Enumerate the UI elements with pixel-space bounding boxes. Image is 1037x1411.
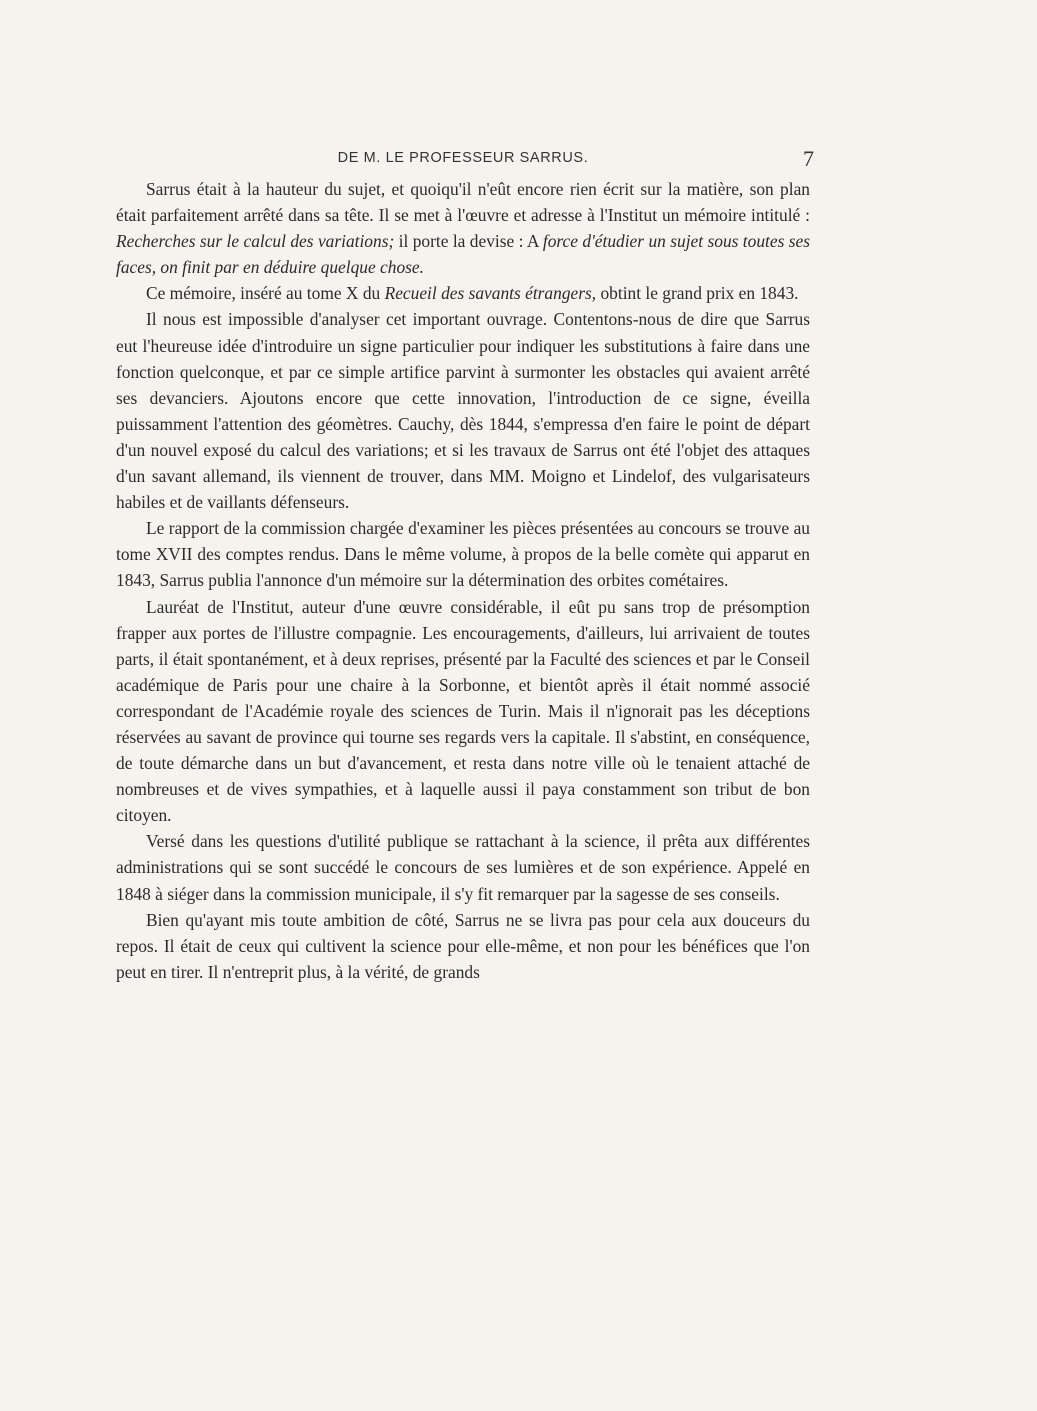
text-run: il porte la devise : A (394, 231, 543, 252)
paragraph (116, 306, 810, 515)
text-run: Versé dans les questions d'utilité publique se rattachant à la science, il prêta aux différentes administrations qui se sont succédé le concours de ses lumières et de son expérience. Appelé en 1848 à siéger dans la commission municipale, il s'y fit remarquer par la sagesse de ses conseils. (116, 831, 810, 904)
running-head: DE M. LE PROFESSEUR SARRUS. (337, 150, 589, 166)
text-run: Il nous est impossible d'analyser cet important ouvrage. Contentons-nous de dire que Sarrus eut l'heureuse idée d'introduire un signe particulier pour indiquer les substitutions à faire dans une fonction quelconque, et par ce simple artifice parvint à surmonter les obstacles qui avaient arrêté ses devanciers. Ajoutons encore que cette innovation, l'introduction de ce signe, éveilla puissamment l'attention des géomètres. Cauchy, dès 1844, s'empressa d'en faire le point de départ d'un nouvel exposé du calcul des variations; et si les travaux de Sarrus ont été l'objet des attaques d'un savant allemand, ils viennent de trouver, dans MM. Moigno et Lindelof, des vulgarisateurs habiles et de vaillants défenseurs. (116, 309, 810, 513)
paragraph (116, 594, 810, 829)
paragraph (116, 907, 810, 985)
paragraph (116, 515, 810, 593)
paragraph (116, 828, 810, 906)
paragraph (116, 280, 810, 306)
italic-text: Recueil des savants étrangers, (384, 283, 597, 304)
text-run: Lauréat de l'Institut, auteur d'une œuvre considérable, il eût pu sans trop de présomption frapper aux portes de l'illustre compagnie. Les encouragements, d'ailleurs, lui arrivaient de toutes parts, il était spontanément, et à deux reprises, présenté par la Faculté des sciences et par le Conseil académique de Paris pour une chaire à la Sorbonne, et bientôt après il était nommé associé correspondant de l'Académie royale des sciences de Turin. Mais il n'ignorait pas les déceptions réservées au savant de province qui tourne ses regards vers la capitale. Il s'abstint, en conséquence, de toute démarche dans un but d'avancement, et resta dans notre ville où le tenaient attaché de nombreuses et de vives sympathies, et à laquelle aussi il paya constamment son tribut de bon citoyen. (116, 596, 810, 826)
italic-text: force d'étudier un sujet sous toutes ses faces, on finit par en déduire quelque chose. (116, 231, 810, 278)
page-number: 7 (803, 146, 814, 171)
paragraph (116, 176, 810, 280)
text-run: Sarrus était à la hauteur du sujet, et quoiqu'il n'eût encore rien écrit sur la matière, son plan était parfaitement arrêté dans sa tête. Il se met à l'œuvre et adresse à l'Institut un mémoire intitulé : (116, 179, 810, 226)
body-text (116, 176, 810, 985)
italic-text: Recherches sur le calcul des variations; (116, 231, 395, 252)
page-header (116, 146, 814, 176)
text-run: obtint le grand prix en 1843. (596, 283, 799, 304)
text-run: Le rapport de la commission chargée d'examiner les pièces présentées au concours se trouve au tome XVII des comptes rendus. Dans le même volume, à propos de la belle comète qui apparut en 1843, Sarrus publia l'annonce d'un mémoire sur la détermination des orbites cométaires. (116, 518, 810, 591)
book-page (116, 146, 814, 985)
text-run: Bien qu'ayant mis toute ambition de côté, Sarrus ne se livra pas pour cela aux douceurs du repos. Il était de ceux qui cultivent la science pour elle-même, et non pour les bénéfices que l'on peut en tirer. Il n'entreprit plus, à la vérité, de grands (116, 909, 810, 982)
text-run: Ce mémoire, inséré au tome X du (146, 283, 385, 304)
